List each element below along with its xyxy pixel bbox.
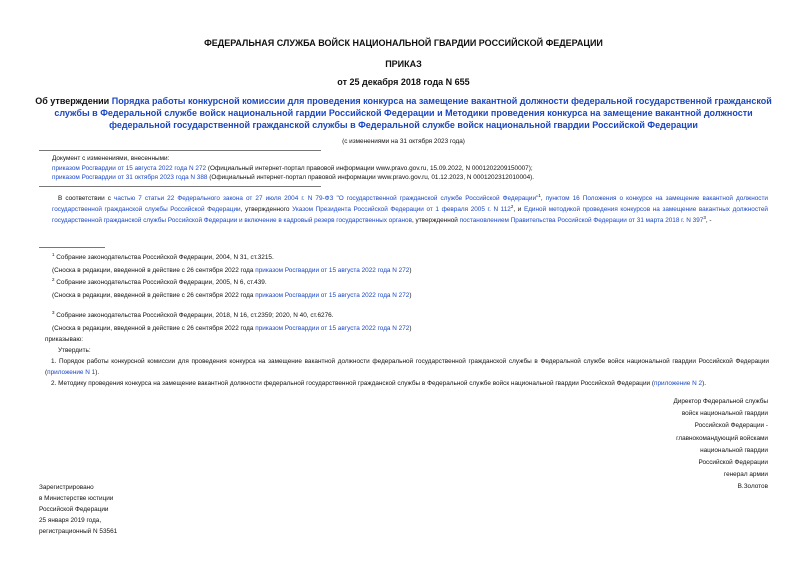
- changes-block: [52, 154, 772, 183]
- footnote-ref-2[interactable]: 2: [510, 203, 514, 209]
- appendix-1-link[interactable]: приложение N 1: [47, 369, 96, 376]
- item-1: 1. Порядок работы конкурсной комиссии для проведения конкурса на замещение вакантной должности федеральной государственной гражданской службы в Федеральной службе войск национальной гвардии Российской Федерации (приложение N 1).: [45, 358, 769, 376]
- law-79-link[interactable]: частью 7 статьи 22 Федерального закона от 27 июля 2004 г. N 79-ФЗ "О государственной гражданской службе Российской Федерации": [114, 195, 539, 202]
- doc-type-heading: ПРИКАЗ: [385, 59, 422, 69]
- agency-heading: ФЕДЕРАЛЬНАЯ СЛУЖБА ВОЙСК НАЦИОНАЛЬНОЙ ГВАРДИИ РОССИЙСКОЙ ФЕДЕРАЦИИ: [204, 38, 603, 48]
- ordered-word: приказываю:: [45, 336, 83, 343]
- footnote-divider: [39, 247, 105, 248]
- footnote-ref-3[interactable]: 3: [703, 214, 706, 220]
- preamble-paragraph: В соответствии с частью 7 статьи 22 Федерального закона от 27 июля 2004 г. N 79-ФЗ "О государственной гражданской службе Российской Федерации"$^1$, пунктом 16 Положения о конкурсе на замещение вакантной должности государственной гражданской службы Российской Федерации, утвержденного Указом Президента Российской Федерации от 1 февраля 2005 г. N $112^2$, и Единой методикой проведения конкурсов на замещение вакантных должностей государственной гражданской службы Российской Федерации и включение в кадровый резерв государственных органов, утвержденной постановлением Правительства Российской Федерации от 31 марта 2018 г. N $397^3$, -: [52, 192, 769, 224]
- doc-title-prefix: Об утверждении: [35, 96, 112, 106]
- signature-line: генерал армии: [723, 471, 768, 479]
- divider-top: [39, 150, 321, 151]
- footnote-3: $^3$ Собрание законодательства Российской Федерации, 2018, N 16, ст.2359; 2020, N 40, ст.6276.: [52, 309, 334, 319]
- doc-title-link[interactable]: Порядка работы конкурсной комиссии для проведения конкурса на замещение вакантной должности федеральной государственной гражданской службы в Федеральной службе войск национальной гардии Российской Федерации и Методики проведения конкурса на замещение вакантной должности федеральной государственной гражданской службы в Федеральной службе войск национальной гвардии Российской Федерации: [54, 96, 772, 130]
- resolution-397-link[interactable]: постановлением Правительства Российской Федерации от 31 марта 2018 г. N 397: [459, 217, 704, 224]
- signature-block: [673, 396, 768, 494]
- doc-date-number: от 25 декабря 2018 года N 655: [337, 77, 470, 87]
- signature-line: Российской Федерации: [698, 459, 768, 467]
- doc-title: [30, 95, 777, 131]
- registration-line: в Министерстве юстиции: [39, 495, 114, 502]
- registration-block: [39, 482, 117, 537]
- regulation-point-16-link[interactable]: пунктом 16 Положения о конкурсе на замещение вакантной должности государственной гражданской службы Российской Федерации: [52, 195, 768, 213]
- signature-line: Директор Федеральной службы: [673, 398, 768, 405]
- changes-item-link[interactable]: приказом Росгвардии от 15 августа 2022 года N 272: [52, 164, 207, 172]
- appendix-2-link[interactable]: приложение N 2: [654, 380, 703, 387]
- revision-note: (с изменениями на 31 октября 2023 года): [342, 138, 465, 145]
- footnote-1: $^1$ Собрание законодательства Российской Федерации, 2004, N 31, ст.3215.: [52, 251, 274, 261]
- registration-line: 25 января 2019 года,: [39, 517, 102, 524]
- approve-word: Утвердить:: [58, 347, 91, 354]
- changes-intro: Документ с изменениями, внесенными:: [52, 155, 170, 162]
- signature-line: национальной гвардии: [700, 446, 768, 454]
- signature-line: войск национальной гвардии: [681, 410, 768, 418]
- unified-methodology-link[interactable]: Единой методикой проведения конкурсов на замещение вакантных должностей государственной гражданской службы Российской Федерации и включение в кадровый резерв государственных органов: [52, 206, 769, 224]
- signature-name: В.Золотов: [737, 483, 768, 491]
- changes-item: приказом Росгвардии от 15 августа 2022 года N 272 (Официальный интернет-портал правовой информации www.pravo.gov.ru, 15.09.2022, N 0001202209150007);: [52, 164, 533, 172]
- item-2: 2. Методику проведения конкурса на замещение вакантной должности федеральной государственной гражданской службы в Федеральной службе войск национальной гвардии Российской Федерации (приложение N 2).: [51, 380, 706, 387]
- registration-line: Зарегистрировано: [39, 484, 94, 491]
- divider-changes: [39, 186, 321, 187]
- signature-line: Российской Федерации -: [694, 422, 768, 430]
- changes-item-link[interactable]: приказом Росгвардии от 31 октября 2023 года N 388: [52, 174, 208, 181]
- changes-item: приказом Росгвардии от 31 октября 2023 года N 388 (Официальный интернет-портал правовой информации www.pravo.gov.ru, 01.12.2023, N 0001202312010004).: [52, 174, 535, 181]
- registration-line: Российской Федерации: [39, 506, 109, 513]
- footnote-3-note: (Сноска в редакции, введенной в действие с 26 сентября 2022 года приказом Росгвардии от 15 августа 2022 года N 272): [52, 325, 412, 332]
- registration-line: регистрационный N 53561: [39, 528, 118, 535]
- footnote-2-note: (Сноска в редакции, введенной в действие с 26 сентября 2022 года приказом Росгвардии от 15 августа 2022 года N 272): [52, 292, 412, 299]
- signature-line: главнокомандующий войсками: [676, 434, 768, 442]
- footnote-1-note: (Сноска в редакции, введенной в действие с 26 сентября 2022 года приказом Росгвардии от 15 августа 2022 года N 272): [52, 267, 412, 274]
- decree-112-link[interactable]: Указом Президента Российской Федерации от 1 февраля 2005 г. N 112: [292, 206, 511, 213]
- footnote-2: $^2$ Собрание законодательства Российской Федерации, 2005, N 6, ст.439.: [52, 276, 267, 286]
- footnote-ref-1[interactable]: 1: [538, 192, 541, 198]
